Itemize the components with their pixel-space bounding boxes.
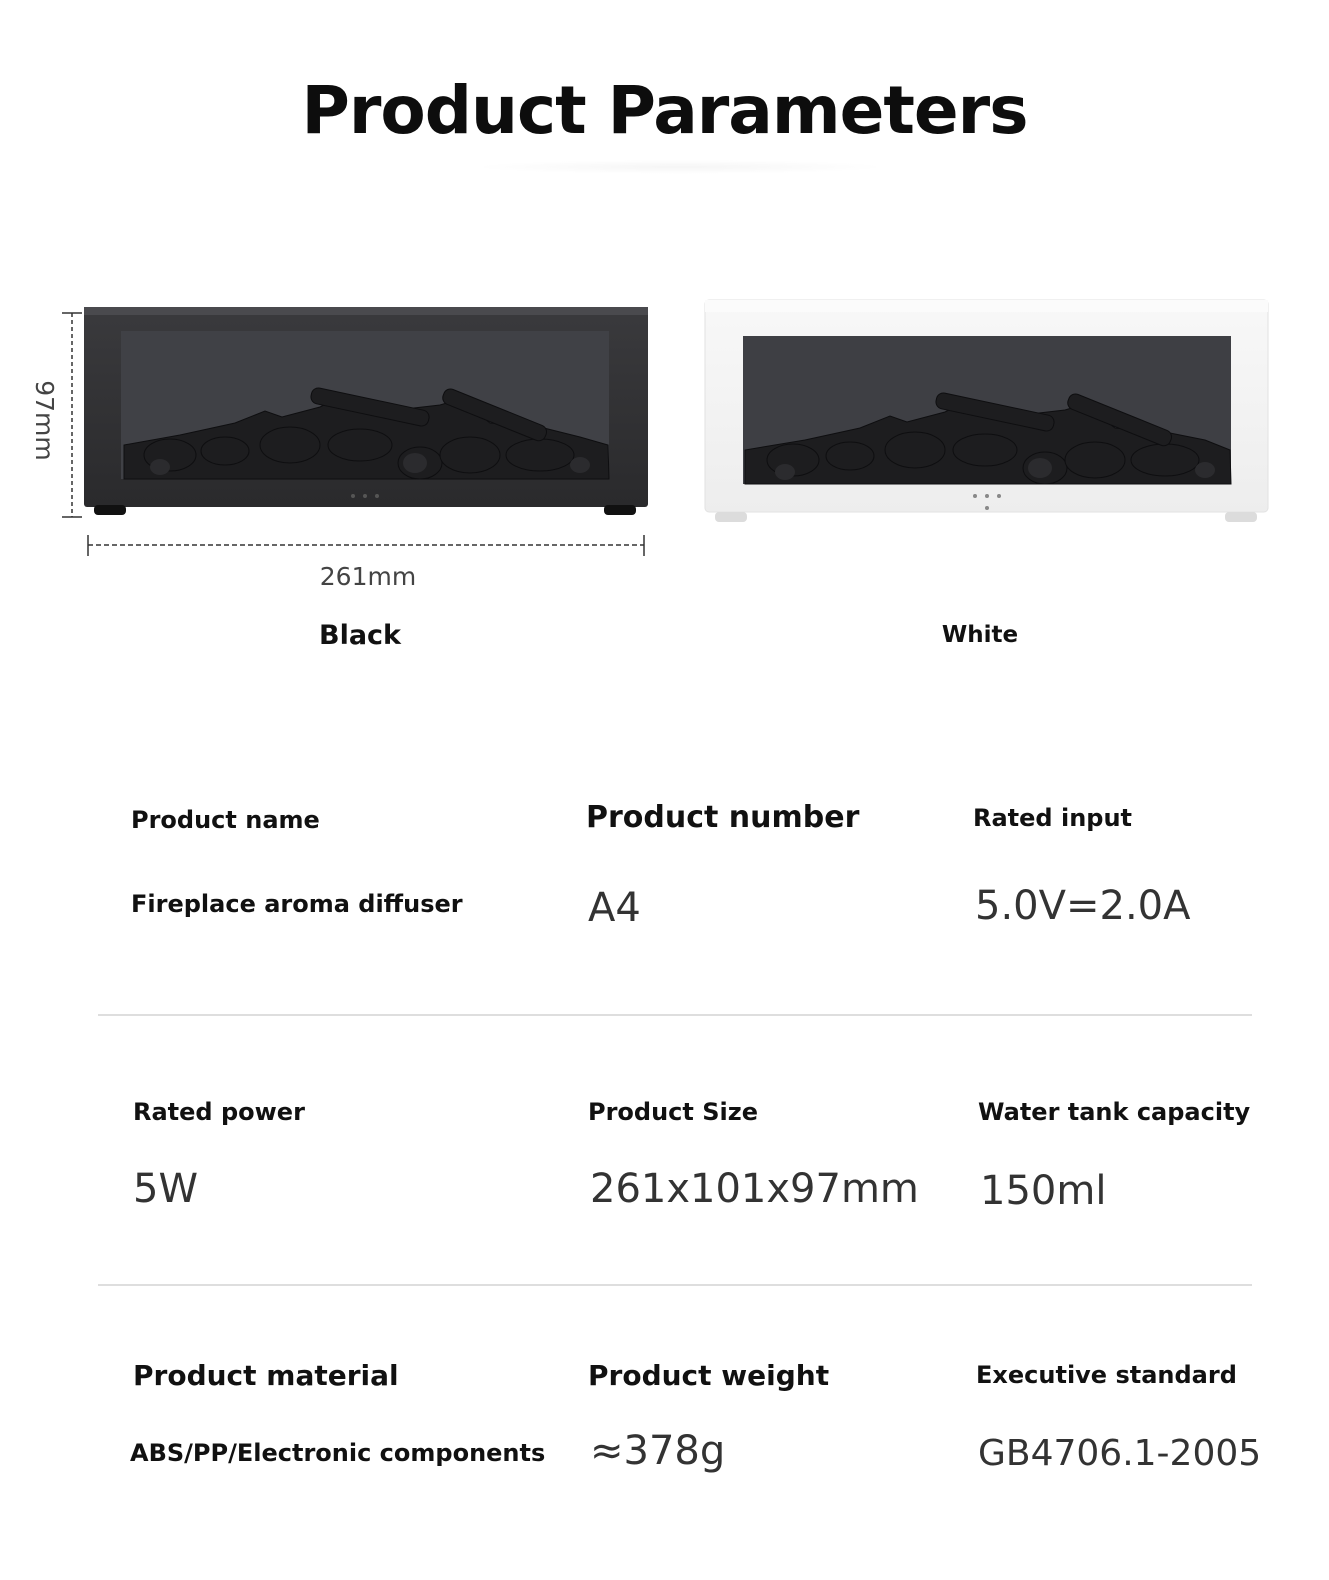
spec-value-rated-input: 5.0V=2.0A [975, 883, 1191, 929]
spec-label-water-tank-capacity: Water tank capacity [978, 1098, 1251, 1126]
row-divider [98, 1014, 1252, 1016]
spec-value-product-name: Fireplace aroma diffuser [131, 890, 463, 918]
spec-label-product-material: Product material [133, 1359, 399, 1392]
spec-value-product-size: 261x101x97mm [590, 1166, 919, 1212]
row-divider [98, 1284, 1252, 1286]
spec-label-product-name: Product name [131, 806, 320, 834]
spec-label-product-number: Product number [586, 800, 860, 835]
height-dimension-label: 97mm [29, 379, 59, 461]
spec-value-product-weight: ≈378g [590, 1428, 726, 1474]
spec-value-rated-power: 5W [133, 1166, 198, 1212]
spec-value-water-tank-capacity: 150ml [980, 1168, 1107, 1214]
spec-value-product-material: ABS/PP/Electronic components [130, 1439, 546, 1467]
spec-value-product-number: A4 [588, 885, 641, 931]
spec-label-rated-input: Rated input [973, 804, 1133, 832]
spec-label-executive-standard: Executive standard [976, 1361, 1237, 1389]
variant-label-black: Black [318, 620, 401, 651]
spec-label-product-size: Product Size [588, 1098, 758, 1126]
page-title: Product Parameters [301, 72, 1028, 149]
width-dimension-label: 261mm [319, 562, 417, 591]
spec-label-product-weight: Product weight [588, 1359, 830, 1392]
spec-value-executive-standard: GB4706.1-2005 [978, 1433, 1262, 1474]
spec-label-rated-power: Rated power [133, 1098, 305, 1126]
variant-label-white: White [941, 622, 1019, 648]
